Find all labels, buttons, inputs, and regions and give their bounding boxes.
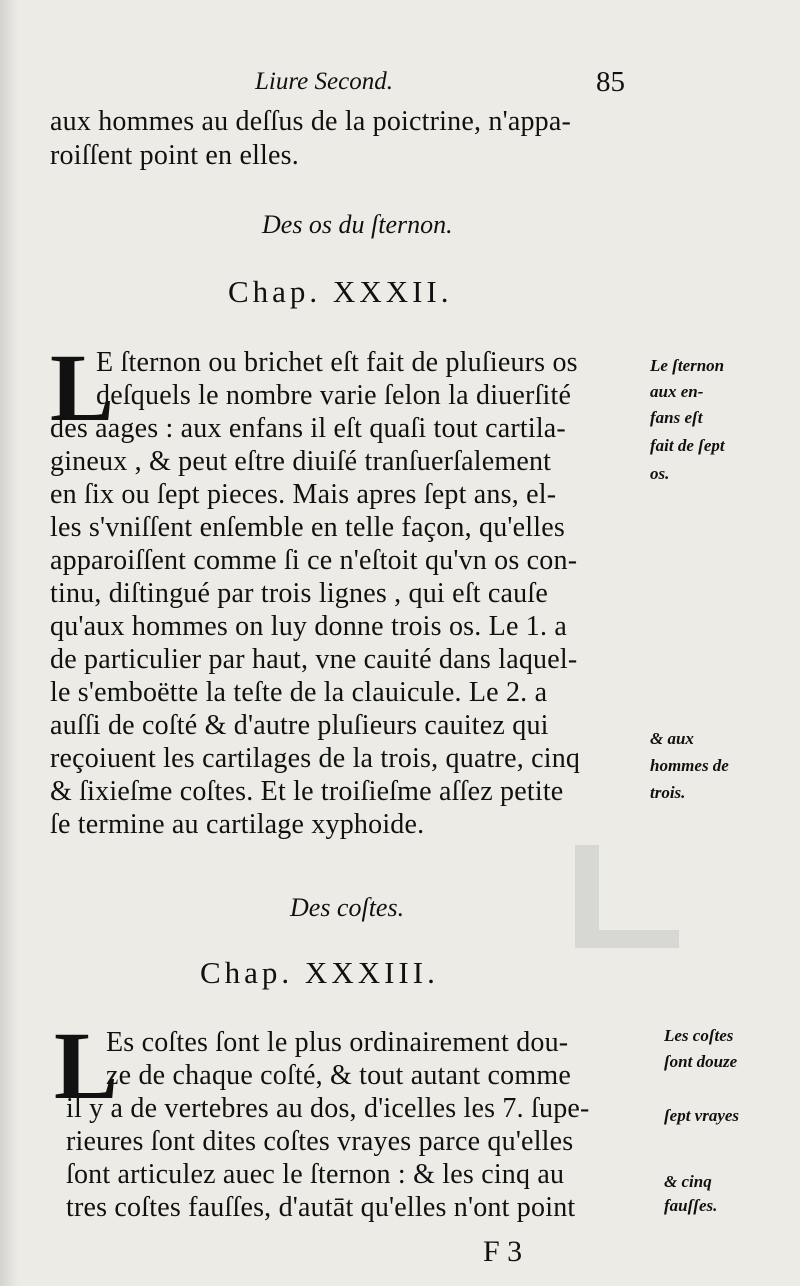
text-line: Es coſtes ſont le plus ordinairement dou- — [106, 1027, 569, 1058]
text-line: rieures ſont dites coſtes vrayes parce qu'elles — [66, 1126, 574, 1157]
text-line: ſe termine au cartilage xyphoide. — [50, 809, 425, 840]
drop-capital: L — [54, 1012, 119, 1119]
margin-note: os. — [650, 464, 670, 483]
text-line: des aages : aux enfans il eſt quaſi tout cartila- — [50, 413, 566, 444]
text-line: ſont articulez auec le ſternon : & les cinq au — [66, 1159, 565, 1190]
text-line: aux hommes au deſſus de la poictrine, n'appa- — [50, 106, 571, 137]
text-line: tinu, diſtingué par trois lignes , qui eſt cauſe — [50, 578, 548, 609]
text-line: E ſternon ou brichet eſt fait de pluſieurs os — [96, 347, 578, 378]
chapter-heading: Chap. XXXIII. — [200, 955, 439, 990]
text-line: gineux , & peut eſtre diuiſé tranſuerſalement — [50, 446, 552, 477]
running-title: Liure Second. — [255, 68, 393, 95]
margin-note: hommes de — [650, 756, 729, 775]
margin-note: trois. — [650, 783, 686, 802]
text-line: le s'emboëtte la teſte de la clauicule. Le 2. a — [50, 677, 548, 708]
margin-note: aux en- — [650, 382, 704, 401]
signature-mark: F 3 — [483, 1235, 523, 1268]
margin-note: & cinq — [664, 1172, 712, 1191]
page-header — [0, 68, 800, 108]
margin-note: ſont douze — [664, 1052, 738, 1071]
page-edge-shadow — [0, 0, 18, 1286]
text-line: ze de chaque coſté, & tout autant comme — [106, 1060, 571, 1091]
margin-note: Le ſternon — [650, 356, 725, 375]
margin-note: fans eſt — [650, 408, 703, 427]
page-number: 85 — [596, 66, 625, 98]
text-line: roiſſent point en elles. — [50, 140, 299, 171]
bleed-through-letter — [575, 845, 679, 948]
text-line: les s'vniſſent enſemble en telle façon, qu'elles — [50, 512, 565, 543]
text-line: apparoiſſent comme ſi ce n'eſtoit qu'vn os con- — [50, 545, 578, 576]
drop-capital: L — [50, 334, 115, 441]
margin-note: fauſſes. — [664, 1196, 718, 1215]
section-subhead: Des coſtes. — [290, 893, 405, 922]
margin-note: ſept vrayes — [664, 1106, 740, 1125]
margin-note: Les coſtes — [664, 1026, 734, 1045]
text-line: & ſixieſme coſtes. Et le troiſieſme aſſez petite — [50, 776, 564, 807]
text-line: il y a de vertebres au dos, d'icelles les 7. ſupe- — [66, 1093, 590, 1124]
section-subhead: Des os du ſternon. — [262, 210, 453, 239]
text-line: reçoiuent les cartilages de la trois, quatre, cinq — [50, 743, 581, 774]
text-line: auſſi de coſté & d'autre pluſieurs cauitez qui — [50, 710, 549, 741]
text-line: de particulier par haut, vne cauité dans laquel- — [50, 644, 578, 675]
text-line: en ſix ou ſept pieces. Mais apres ſept ans, el- — [50, 479, 557, 510]
text-line: deſquels le nombre varie ſelon la diuerſité — [96, 380, 572, 411]
text-line: tres coſtes fauſſes, d'autāt qu'elles n'ont point — [66, 1192, 576, 1223]
margin-note: fait de ſept — [650, 436, 725, 455]
text-line: qu'aux hommes on luy donne trois os. Le 1. a — [50, 611, 567, 642]
margin-note: & aux — [650, 729, 694, 748]
chapter-heading: Chap. XXXII. — [228, 274, 453, 309]
